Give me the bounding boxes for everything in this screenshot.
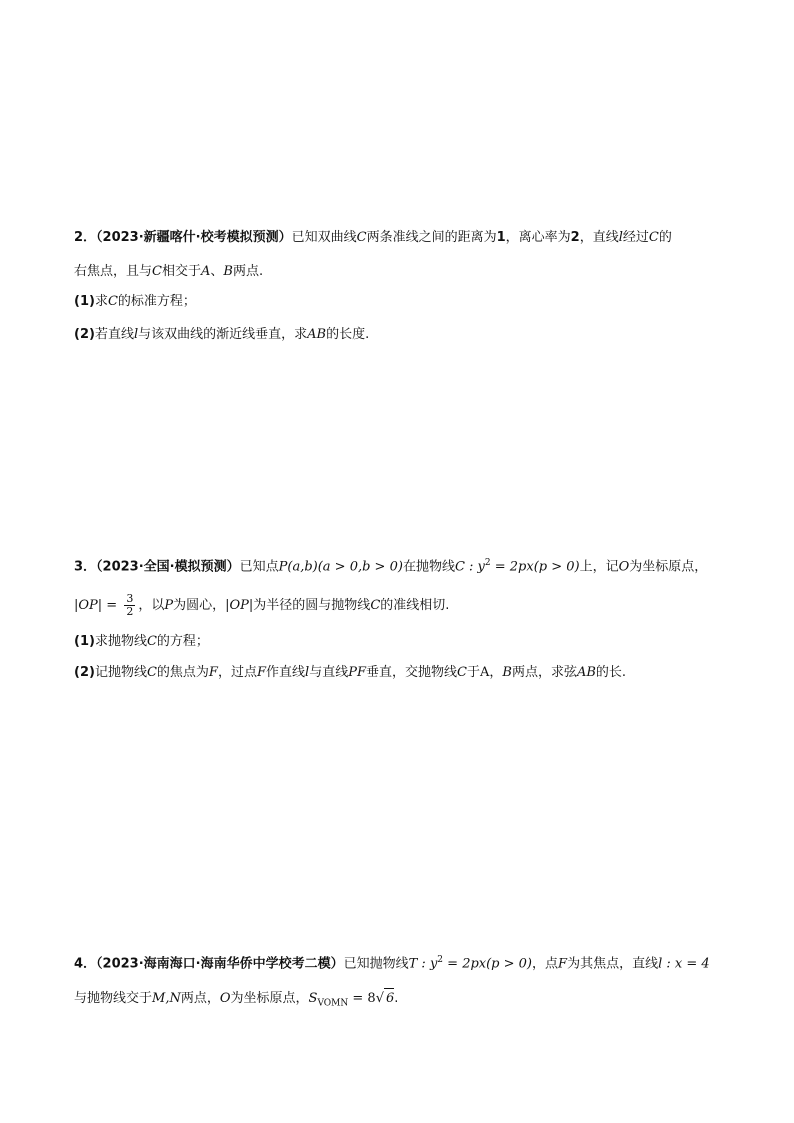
- q2-part-2: (2)若直线l与该双曲线的渐近线垂直，求AB的长度.: [74, 327, 370, 342]
- q4-line-2: 与抛物线交于M,N两点，O为坐标原点，$S_{VOMN} = 8√$ 6.: [74, 988, 398, 1014]
- q3-part-2: (2)记抛物线C的焦点为F，过点F作直线l与直线PF垂直，交抛物线C于A，B两点，求弦AB的长.: [74, 665, 627, 680]
- q4-number: 4．: [74, 956, 97, 972]
- q4-line-1: 4．（2023·海南海口·海南华侨中学校考二模）已知抛物线T : $y^2 = 2px(p > 0)$，点F为其焦点，直线l : x = 4: [74, 955, 710, 972]
- q2-line-2: 右焦点，且与C相交于A、B两点.: [74, 264, 264, 279]
- q2-line-1: 2．（2023·新疆喀什·校考模拟预测）已知双曲线C两条准线之间的距离为1，离心率为2，直线l经过C的: [74, 230, 672, 245]
- fraction: $\frac{3}{2}$: [126, 592, 134, 618]
- q3-number: 3．: [74, 559, 97, 575]
- q3-line-1: 3．（2023·全国·模拟预测）已知点P(a,b)(a > 0,b > 0)在抛物线C : $y^2 = 2px(p > 0)$上，记O为坐标原点，: [74, 558, 708, 575]
- q4-source: （2023·海南海口·海南华侨中学校考二模）: [96, 956, 344, 972]
- sqrt-expression: 6: [384, 988, 394, 1009]
- q2-source: （2023·新疆喀什·校考模拟预测）: [96, 230, 292, 245]
- q3-line-2: |OP| = $\frac{3}{2}$ ，以P为圆心，|OP|为半径的圆与抛物线C的准线相切.: [74, 592, 450, 618]
- q3-part-1: (1)求抛物线C的方程；: [74, 634, 209, 649]
- q2-number: 2．: [74, 230, 97, 245]
- q2-part-1: (1)求C的标准方程；: [74, 294, 196, 309]
- q3-source: （2023·全国·模拟预测）: [96, 559, 240, 575]
